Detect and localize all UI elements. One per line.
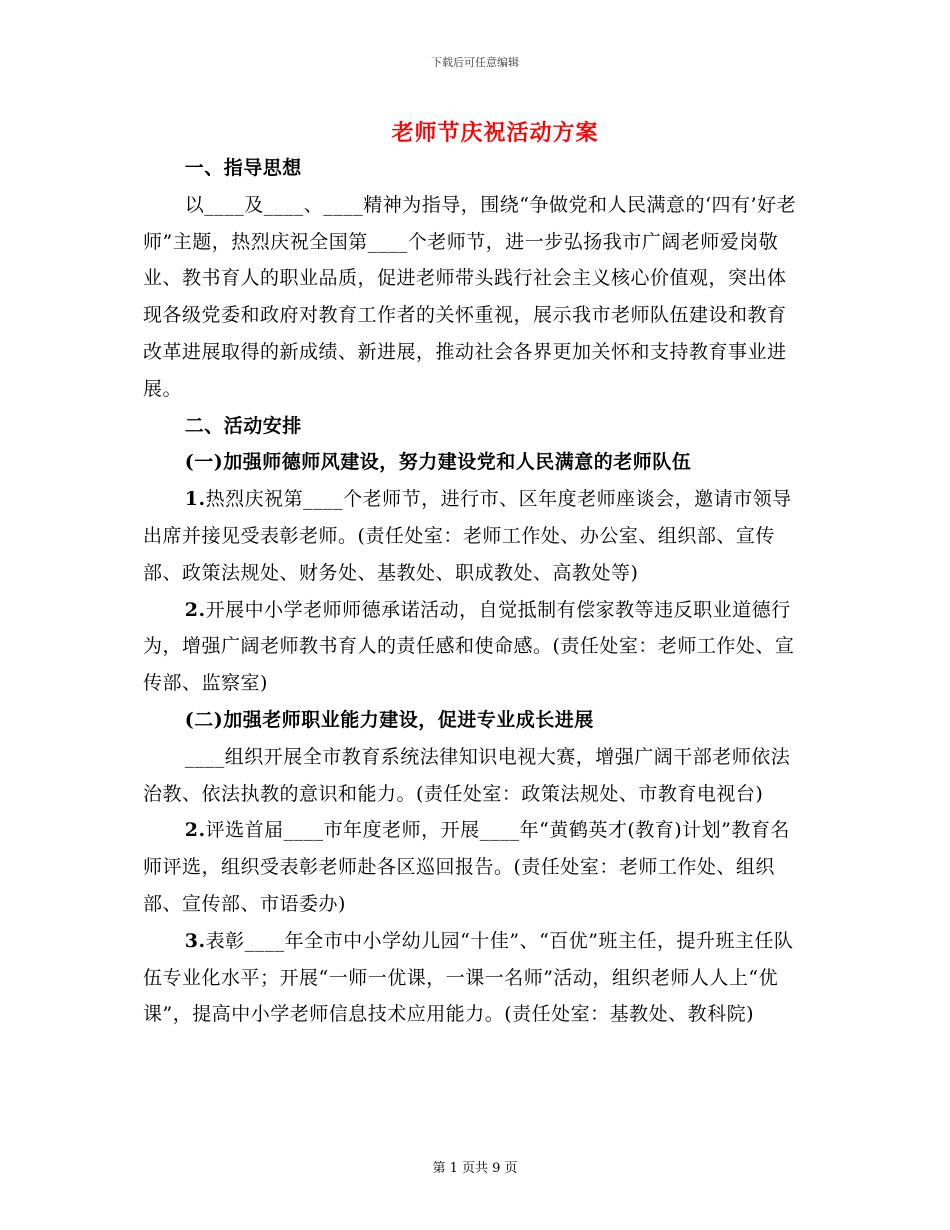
section-heading-activity-arrangement: 二、活动安排 [184, 414, 302, 437]
section-heading-guiding-thought: 一、指导思想 [184, 157, 302, 179]
list-item-teacher-of-year [143, 812, 803, 922]
subsection-heading-professional-ability: (二)加强老师职业能力建设，促进专业成长进展 [184, 708, 594, 731]
list-item-law-contest: ____组织开展全市教育系统法律知识电视大赛，增强广阔干部老师依法治教、依法执教的意识和能力。(责任处室：政策法规处、市教育电视台) [143, 745, 791, 805]
item-number: 2. [184, 598, 206, 621]
item-text: 表彰____年全市中小学幼儿园“十佳”、“百优”班主任，提升班主任队伍专业化水平；开展“一师一优课，一课一名师”活动，组织老师人人上“优课”，提高中小学老师信息技术应用能力。(责任处室：基教处、教科院) [143, 929, 794, 1026]
list-item-class-teacher-awards [143, 923, 803, 1033]
document-body [143, 150, 803, 1033]
paragraph-guiding-thought: 以____及____、____精神为指导，围绕“争做党和人民满意的‘四有’好老师”主题，热烈庆祝全国第____个老师节，进一步弘扬我市广阔老师爱岗敬业、教书育人的职业品质，促进老师带头践行社会主义核心价值观，突出体现各级党委和政府对教育工作者的关怀重视，展示我市老师队伍建设和教育改革进展取得的新成绩、新进展，推动社会各界更加关怀和支持教育事业进展。 [143, 193, 797, 400]
item-number: 1. [184, 488, 206, 511]
item-text: 开展中小学老师师德承诺活动，自觉抵制有偿家教等违反职业道德行为，增强广阔老师教书育人的责任感和使命感。(责任处室：老师工作处、宣传部、监察室) [143, 598, 795, 695]
page-number-footer: 第 1 页共 9 页 [432, 1161, 518, 1176]
list-item-ethics-pledge [143, 592, 803, 702]
item-number: 2. [184, 819, 206, 842]
item-text: 评选首届____市年度老师，开展____年“黄鹤英才(教育)计划”教育名师评选，组织受表彰老师赴各区巡回报告。(责任处室：老师工作处、组织部、宣传部、市语委办) [143, 819, 790, 915]
subsection-heading-ethics: (一)加强师德师风建设，努力建设党和人民满意的老师队伍 [184, 451, 692, 474]
list-item-celebration [143, 481, 803, 591]
item-text: 热烈庆祝第____个老师节，进行市、区年度老师座谈会，邀请市领导出席并接见受表彰老师。(责任处室：老师工作处、办公室、组织部、宣传部、政策法规处、财务处、基教处、职成教处、高教处等) [143, 488, 792, 584]
page-header-note: 下载后可任意编辑 [431, 56, 519, 69]
item-number: 3. [184, 929, 206, 952]
document-title: 老师节庆祝活动方案 [391, 120, 599, 146]
